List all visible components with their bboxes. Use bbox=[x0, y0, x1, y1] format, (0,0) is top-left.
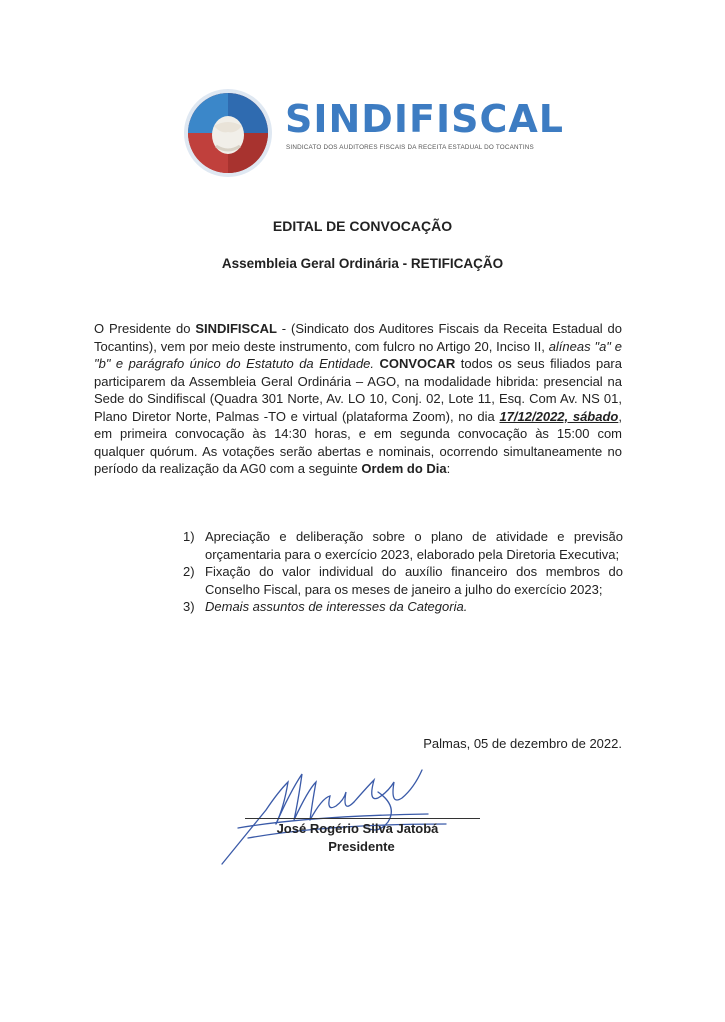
logo-emblem-icon bbox=[183, 88, 273, 178]
handwritten-signature bbox=[218, 762, 448, 872]
meeting-date: 17/12/2022, sábado bbox=[499, 408, 619, 424]
signatory-name bbox=[0, 821, 725, 836]
body-text-2: - (Sindicato dos Auditores Fiscais da Receita Estadual do Tocantins), vem por meio deste instrumento, com fulcro no Artigo 20, Inciso II, bbox=[94, 321, 623, 354]
place-date: Palmas, 05 de dezembro de 2022. bbox=[423, 736, 622, 751]
list-item-text: Demais assuntos de interesses da Categoria. bbox=[205, 599, 468, 614]
body-text-3: todos os seus filiados para participarem da Assembleia Geral Ordinária – AGO, na modalidade hibrida: presencial na Sede do Sindifiscal (Quadra 301 Norte, Av. LO 10, Conj. 02, Lote 11, Esq. Com Av. NS 01, Plano Diretor Norte, Palmas -TO e virtual (plataforma Zoom), no dia bbox=[94, 356, 622, 424]
signatory-role-text: Presidente bbox=[328, 839, 395, 854]
logo-tagline: SINDICATO DOS AUDITORES FISCAIS DA RECEITA ESTADUAL DO TOCANTINS bbox=[286, 144, 534, 151]
agenda-heading: Ordem do Dia bbox=[361, 461, 447, 476]
agenda-list bbox=[183, 528, 623, 616]
body-italic-ref: alíneas "a" e "b" e parágrafo único do Estatuto da Entidade. bbox=[94, 338, 622, 371]
signatory-role bbox=[0, 839, 725, 854]
list-item-text: Apreciação e deliberação sobre o plano de atividade e previsão orçamentaria para o exercício 2023, elaborado pela Diretoria Executiva; bbox=[205, 529, 623, 562]
body-convocar: CONVOCAR bbox=[379, 356, 456, 371]
body-text-4: , em primeira convocação às 14:30 horas, e em segunda convocação às 15:00 com qualquer quórum. As votações serão abertas e nominais, ocorrendo simultaneamente no período da realização da AG0 com a seguinte bbox=[94, 408, 622, 476]
list-item-number: 3) bbox=[183, 599, 195, 614]
list-item bbox=[183, 598, 623, 616]
sindifiscal-logo bbox=[183, 88, 564, 178]
list-item bbox=[183, 528, 623, 563]
body-text-5: : bbox=[446, 461, 451, 476]
list-item-text: Fixação do valor individual do auxílio financeiro dos membros do Conselho Fiscal, para os meses de janeiro a julho do exercício 2023; bbox=[205, 564, 623, 597]
signature-line bbox=[245, 818, 480, 819]
document-title: EDITAL DE CONVOCAÇÃO bbox=[272, 218, 453, 234]
body-org-name: SINDIFISCAL bbox=[195, 321, 277, 336]
signatory-name-text: José Rogério Silva Jatobá bbox=[276, 821, 439, 836]
list-item bbox=[183, 563, 623, 598]
list-item-number: 1) bbox=[183, 529, 195, 544]
logo-name: SINDIFISCAL bbox=[285, 97, 564, 141]
body-paragraph bbox=[94, 320, 622, 478]
document-subtitle: Assembleia Geral Ordinária - RETIFICAÇÃO bbox=[221, 256, 504, 271]
list-item-number: 2) bbox=[183, 564, 195, 579]
body-text-1: O Presidente do bbox=[94, 321, 196, 336]
